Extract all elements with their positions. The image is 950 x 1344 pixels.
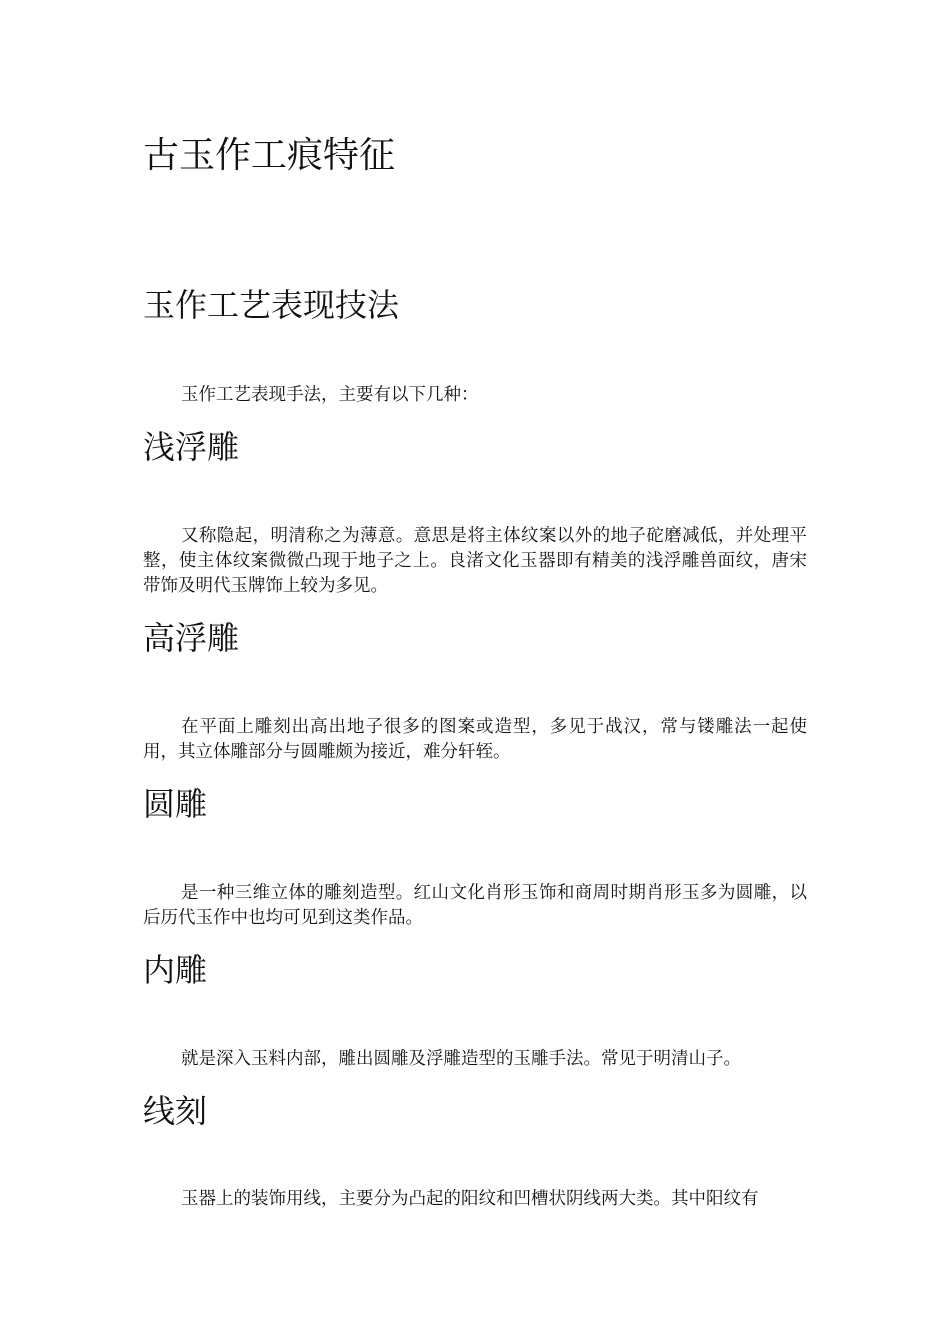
document-title: 古玉作工痕特征 [143, 135, 396, 176]
technique-heading-high-relief: 高浮雕 [143, 619, 240, 657]
section-heading: 玉作工艺表现技法 [143, 286, 400, 324]
intro-paragraph: 玉作工艺表现手法，主要有以下几种： [181, 385, 479, 405]
technique-heading-line-engraving: 线刻 [143, 1092, 208, 1130]
technique-body-shallow-relief: 又称隐起，明清称之为薄意。意思是将主体纹案以外的地子砣磨减低，并处理平整，使主体纹案微微凸现于地子之上。良渚文化玉器即有精美的浅浮雕兽面纹，唐宋带饰及明代玉牌饰上较为多见。 [143, 526, 807, 596]
technique-heading-shallow-relief: 浅浮雕 [143, 428, 240, 466]
technique-body-inner-carving: 就是深入玉料内部，雕出圆雕及浮雕造型的玉雕手法。常见于明清山子。 [181, 1049, 741, 1069]
technique-body-line-engraving: 玉器上的装饰用线，主要分为凸起的阳纹和凹槽状阴线两大类。其中阳纹有 [181, 1189, 759, 1209]
technique-heading-round-carving: 圆雕 [143, 785, 208, 823]
technique-body-round-carving: 是一种三维立体的雕刻造型。红山文化肖形玉饰和商周时期肖形玉多为圆雕，以后历代玉作中也均可见到这类作品。 [143, 883, 807, 928]
technique-body-high-relief: 在平面上雕刻出高出地子很多的图案或造型，多见于战汉，常与镂雕法一起使用，其立体雕部分与圆雕颇为接近，难分轩轾。 [143, 717, 807, 762]
technique-heading-inner-carving: 内雕 [143, 951, 208, 989]
